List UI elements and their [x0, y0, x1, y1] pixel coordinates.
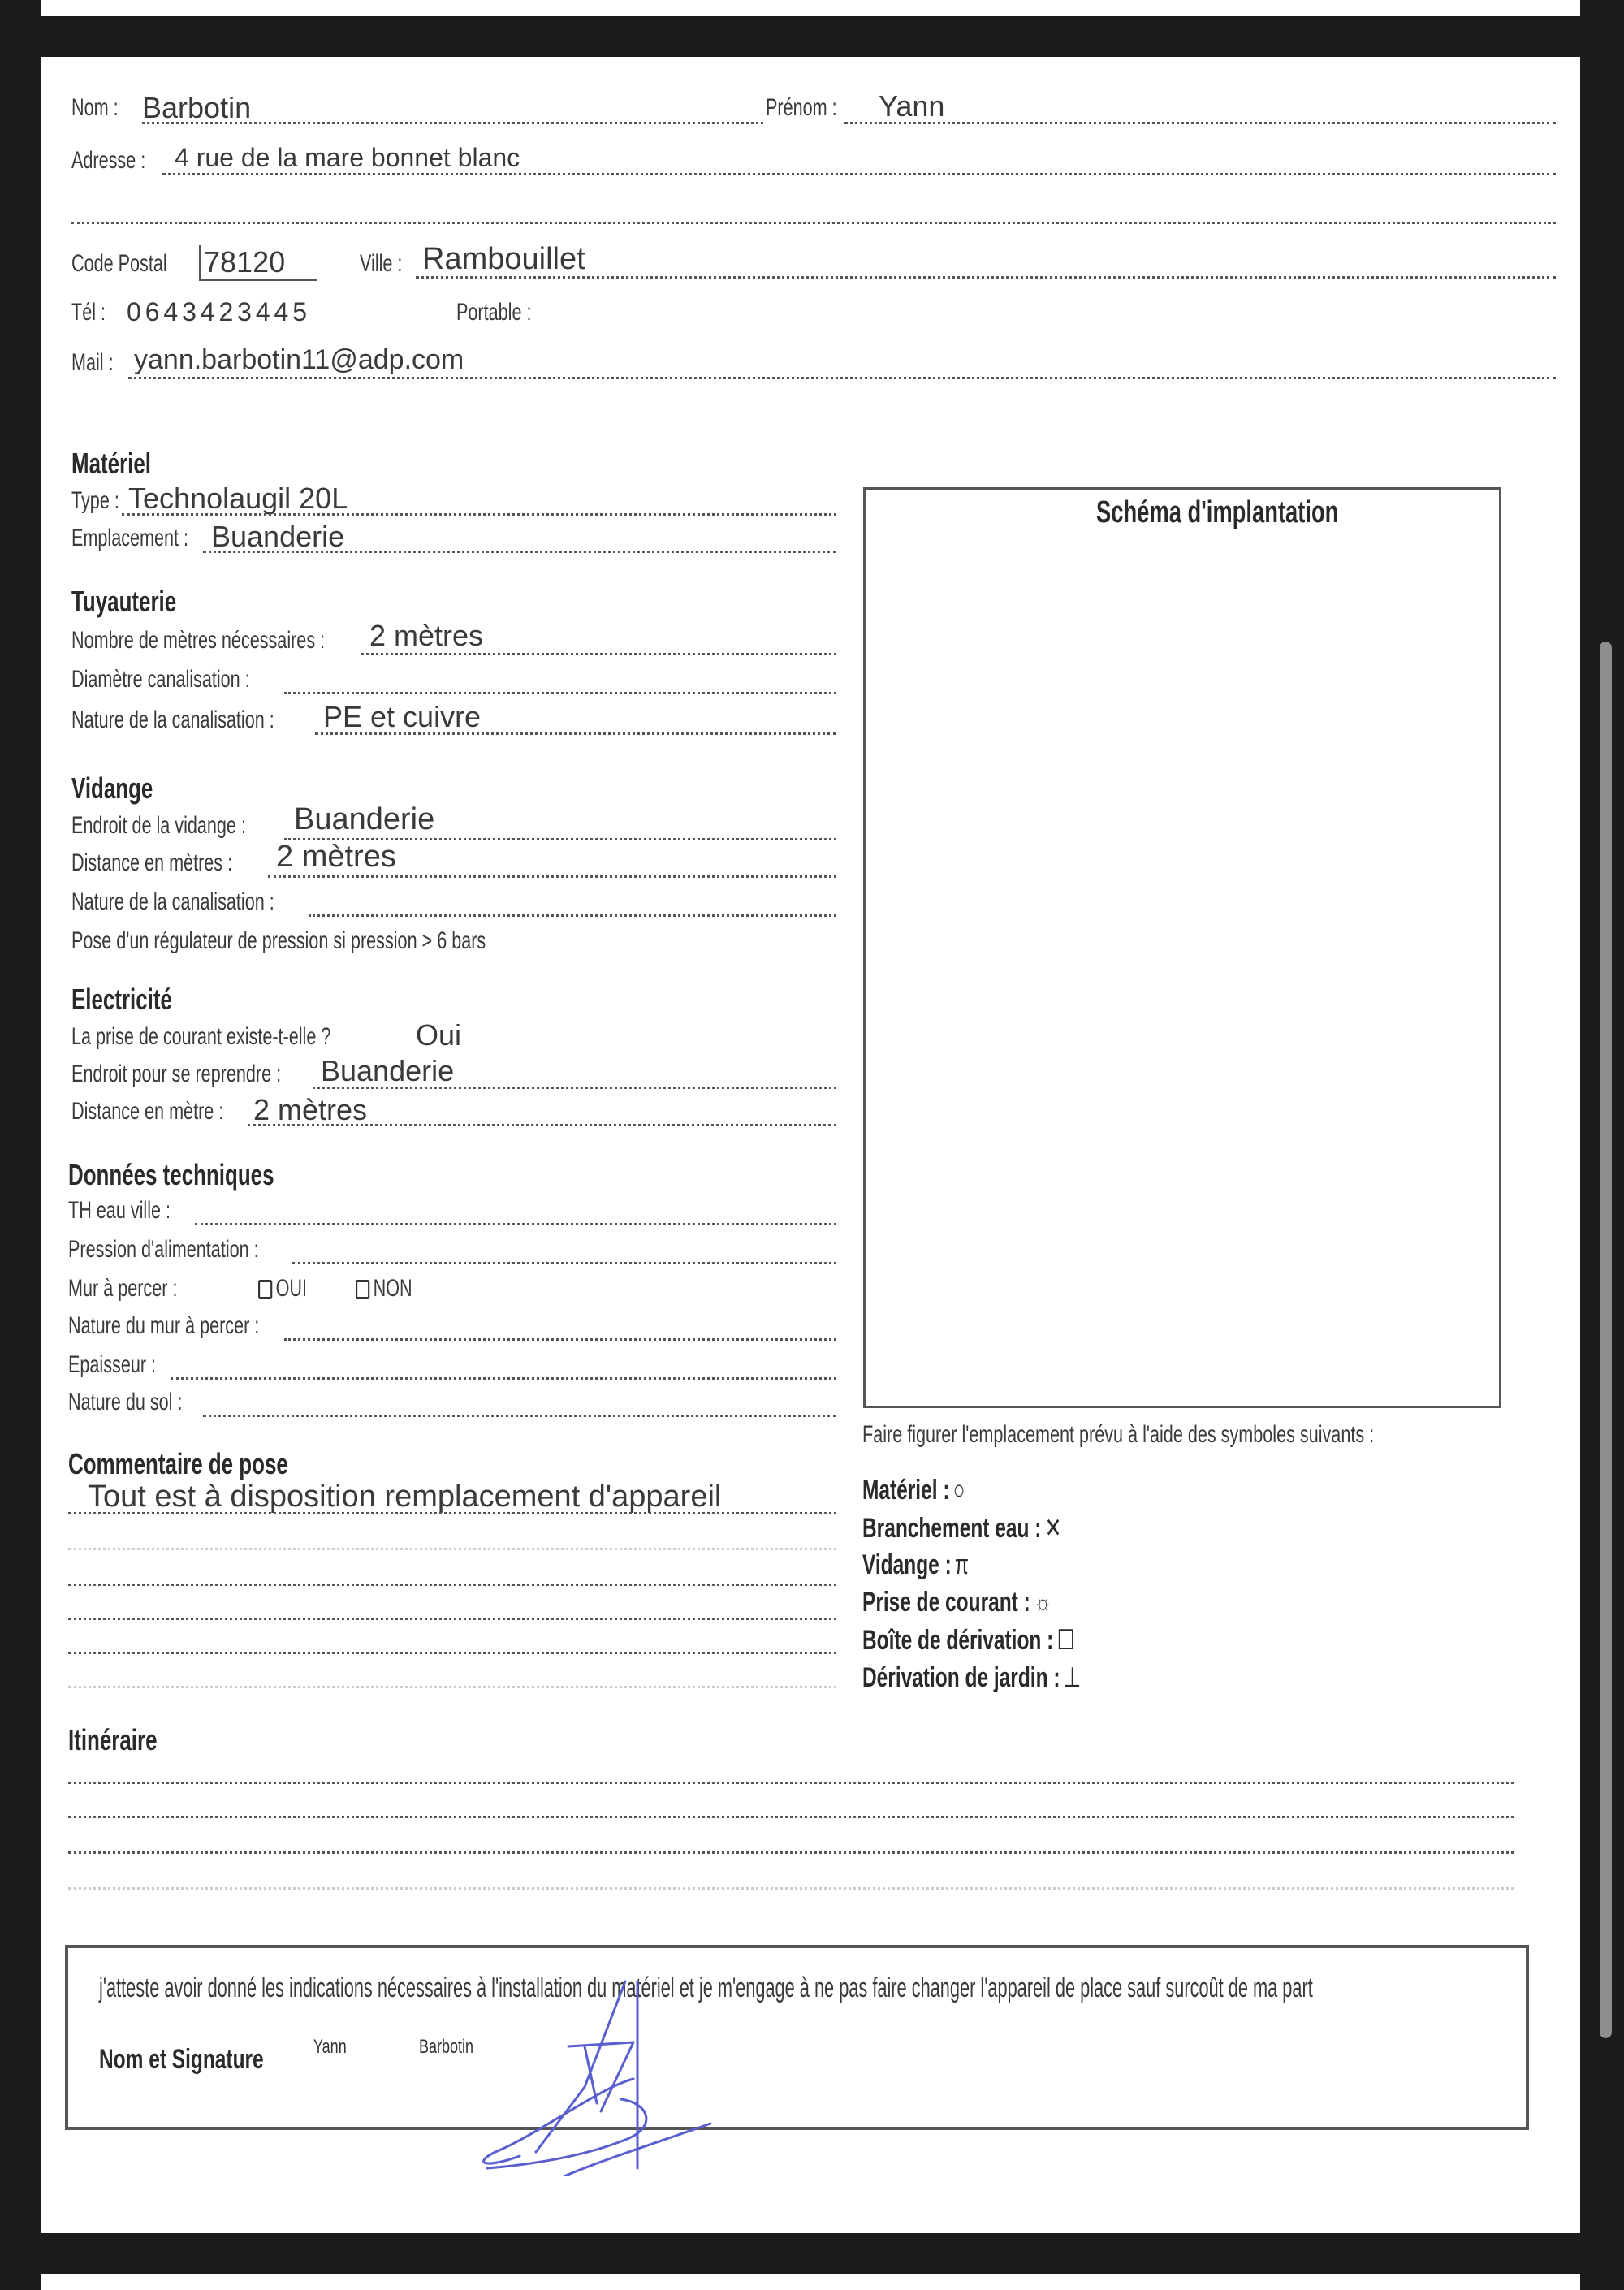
th-label: TH eau ville : [68, 1197, 171, 1224]
schema-title: Schéma d'implantation [1096, 495, 1339, 529]
itineraire-line-3 [68, 1851, 1514, 1854]
mail-line [128, 377, 1556, 379]
vidange-nature-label: Nature de la canalisation : [71, 888, 274, 915]
symbol-label: Vidange : [862, 1549, 952, 1580]
commentaire-line-3 [68, 1584, 836, 1586]
symbol-legend-item [862, 1624, 1075, 1657]
pression-label: Pression d'alimentation : [68, 1236, 259, 1263]
sol-label: Nature du sol : [68, 1389, 183, 1415]
adresse-value: 4 rue de la mare bonnet blanc [175, 143, 520, 172]
commentaire-line-2 [68, 1548, 836, 1550]
sun-icon: ☼ [1034, 1587, 1052, 1618]
commentaire-line-5 [68, 1652, 836, 1654]
type-line [122, 513, 836, 516]
previous-page-edge [41, 0, 1580, 16]
prise-value: Oui [416, 1018, 462, 1052]
epaisseur-label: Epaisseur : [68, 1351, 157, 1378]
cross-icon: ✕ [1044, 1513, 1062, 1544]
vidange-distance-value: 2 mètres [276, 840, 396, 874]
circle-icon: ○ [952, 1475, 965, 1506]
symbol-legend-item [862, 1512, 1061, 1545]
signature-stroke [568, 2042, 633, 2111]
mur-oui-checkbox[interactable] [258, 1280, 272, 1299]
pression-input[interactable] [292, 1262, 836, 1264]
signature-stroke [536, 1981, 625, 2152]
symbol-legend-item [862, 1549, 969, 1581]
nature-canalisation-label: Nature de la canalisation : [71, 706, 274, 733]
symbol-label: Dérivation de jardin : [862, 1662, 1060, 1693]
mur-label: Mur à percer : [68, 1275, 178, 1302]
elec-distance-label: Distance en mètre : [71, 1098, 224, 1125]
next-page-edge [41, 2274, 1580, 2290]
itineraire-line-1 [68, 1782, 1514, 1784]
ville-line [416, 276, 1556, 279]
nom-value: Barbotin [142, 91, 252, 124]
signer-last-name: Barbotin [419, 2036, 474, 2058]
prenom-value: Yann [879, 89, 945, 123]
th-input[interactable] [195, 1223, 836, 1225]
ville-value: Rambouillet [422, 242, 585, 276]
metres-line [361, 653, 836, 655]
vidange-endroit-value: Buanderie [294, 802, 435, 836]
code-postal-label: Code Postal [71, 250, 167, 277]
diametre-line [284, 692, 836, 694]
commentaire-line-6 [68, 1686, 836, 1688]
signature-stroke [560, 2124, 710, 2176]
nom-label: Nom : [71, 94, 119, 121]
mail-value: yann.barbotin11@adp.com [134, 344, 464, 375]
vidange-nature-line [309, 914, 836, 917]
nom-line [142, 122, 763, 124]
symbol-legend-item [862, 1475, 965, 1506]
type-value: Technolaugil 20L [128, 482, 348, 515]
schema-drawing-area[interactable] [863, 487, 1501, 1408]
attestation-text: j'atteste avoir donné les indications nécessaires à l'installation du matériel et je m'engage à ne pas faire changer l'appareil de place sauf surcoût de ma part [99, 1972, 1313, 2003]
diametre-label: Diamètre canalisation : [71, 666, 250, 693]
tuyauterie-heading: Tuyauterie [71, 585, 177, 618]
symbol-label: Matériel : [862, 1475, 950, 1506]
elec-distance-line [248, 1124, 836, 1126]
mail-label: Mail : [71, 349, 114, 376]
itineraire-line-2 [68, 1816, 1514, 1818]
prenom-label: Prénom : [766, 94, 837, 121]
commentaire-heading: Commentaire de pose [68, 1447, 288, 1480]
mur-oui-label: OUI [275, 1275, 308, 1302]
square-icon: ☐ [1056, 1625, 1075, 1656]
commentaire-text: Tout est à disposition remplacement d'appareil [88, 1480, 722, 1514]
symbol-legend-item [862, 1587, 1052, 1618]
nature-canalisation-value: PE et cuivre [323, 700, 482, 733]
symbol-label: Branchement eau : [862, 1513, 1042, 1544]
adresse-line [162, 173, 1556, 175]
itineraire-line-4 [68, 1887, 1514, 1890]
signature-label: Nom et Signature [99, 2044, 264, 2075]
epaisseur-input[interactable] [171, 1377, 836, 1380]
emplacement-line [203, 551, 836, 553]
perpendicular-icon: ⊥ [1063, 1662, 1082, 1693]
symbol-label: Boîte de dérivation : [862, 1625, 1054, 1656]
ville-label: Ville : [360, 250, 403, 277]
tel-label: Tél : [71, 299, 106, 326]
emplacement-label: Emplacement : [71, 525, 189, 551]
sol-input[interactable] [203, 1415, 836, 1417]
mur-non-label: NON [373, 1275, 412, 1302]
handwritten-signature [438, 1965, 893, 2176]
signature-stroke [585, 2046, 597, 2103]
nature-mur-input[interactable] [284, 1338, 836, 1341]
vertical-scrollbar[interactable] [1600, 642, 1612, 2038]
metres-label: Nombre de mètres nécessaires : [71, 627, 326, 654]
prise-label: La prise de courant existe-t-elle ? [71, 1023, 331, 1050]
portable-label: Portable : [456, 299, 532, 326]
schema-instructions: Faire figurer l'emplacement prévu à l'aide des symboles suivants : [862, 1421, 1375, 1448]
mur-non-option[interactable] [356, 1275, 412, 1303]
symbol-legend-item [862, 1661, 1081, 1694]
materiel-heading: Matériel [71, 447, 151, 480]
commentaire-line-1 [68, 1512, 836, 1514]
itineraire-heading: Itinéraire [68, 1723, 158, 1756]
nature-canalisation-line [315, 732, 836, 735]
adresse-line-2 [71, 222, 1556, 224]
type-label: Type : [71, 487, 119, 514]
emplacement-value: Buanderie [211, 520, 345, 553]
vidange-distance-label: Distance en mètres : [71, 849, 233, 876]
prenom-line [844, 122, 1556, 124]
elec-distance-value: 2 mètres [253, 1093, 368, 1126]
vidange-heading: Vidange [71, 771, 153, 805]
tel-value: 0 6 4 3 4 2 3 4 4 5 [127, 297, 305, 326]
electricite-heading: Electricité [71, 983, 172, 1016]
mur-non-checkbox[interactable] [356, 1280, 369, 1299]
elec-endroit-line [313, 1087, 836, 1089]
vidange-endroit-label: Endroit de la vidange : [71, 812, 246, 839]
code-postal-value: 78120 [199, 245, 317, 281]
adresse-label: Adresse : [71, 147, 146, 174]
commentaire-line-4 [68, 1618, 836, 1620]
elec-endroit-value: Buanderie [321, 1054, 455, 1087]
nature-mur-label: Nature du mur à percer : [68, 1312, 260, 1339]
mur-oui-option[interactable] [258, 1275, 307, 1303]
donnees-heading: Données techniques [68, 1158, 274, 1191]
signer-first-name: Yann [313, 2036, 347, 2058]
elec-endroit-label: Endroit pour se reprendre : [71, 1061, 282, 1087]
pi-icon: π [955, 1549, 969, 1580]
symbol-label: Prise de courant : [862, 1587, 1030, 1618]
metres-value: 2 mètres [369, 619, 484, 652]
regulateur-note: Pose d'un régulateur de pression si pression > 6 bars [71, 927, 486, 954]
document-page [41, 57, 1580, 2233]
vidange-distance-line [268, 875, 836, 878]
